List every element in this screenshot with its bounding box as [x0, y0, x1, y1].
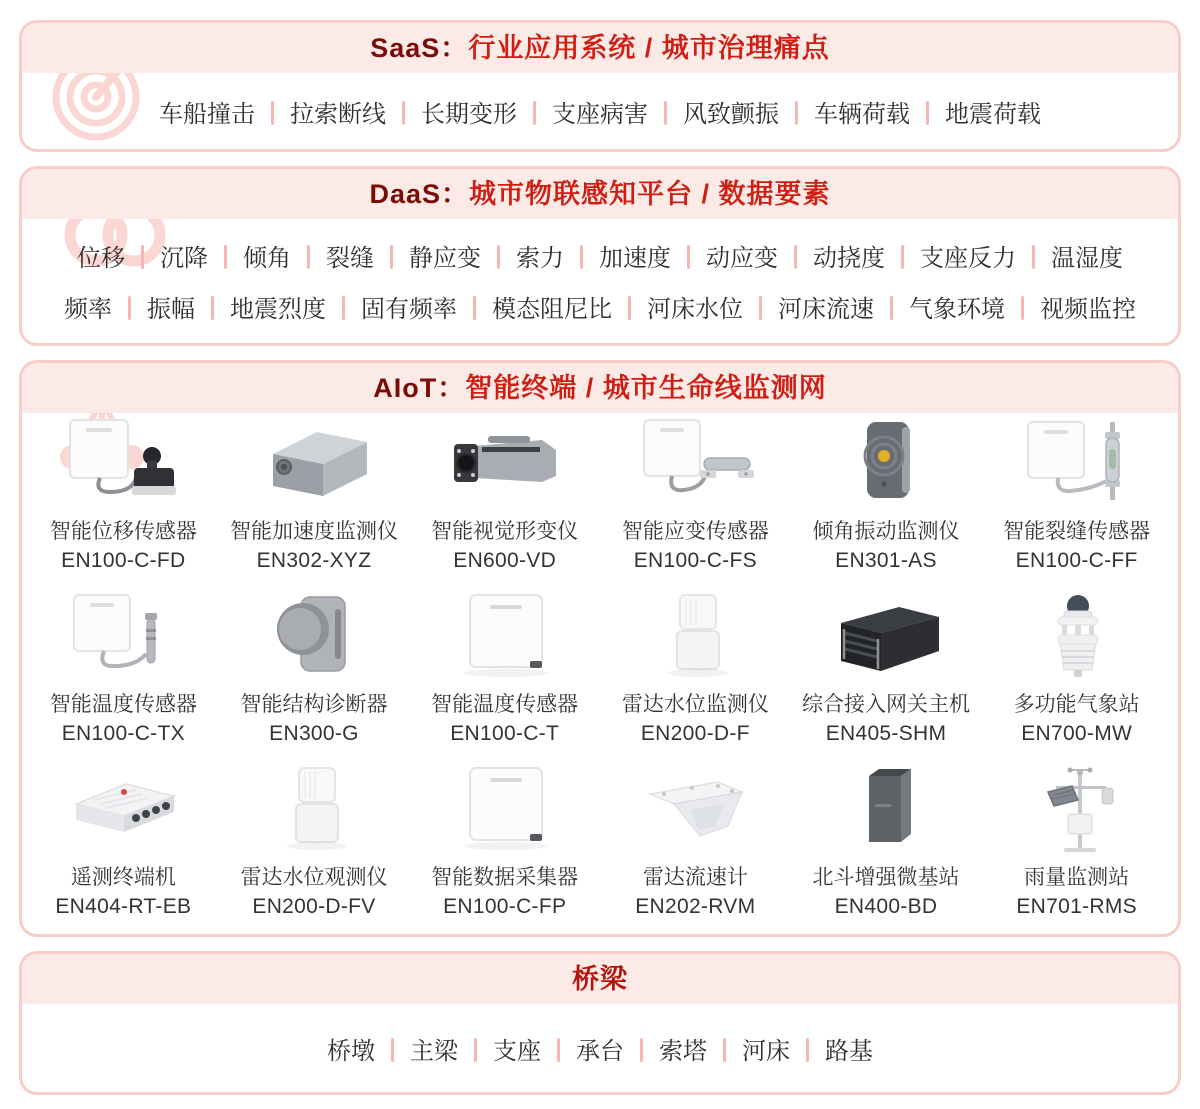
- saas-keyword: 车船撞击: [159, 100, 255, 128]
- daas-keyword: 地震烈度: [195, 289, 326, 324]
- daas-keyword: 模态阻尼比: [457, 289, 612, 324]
- aiot-product-grid: [22, 413, 1178, 934]
- saas-keyword: 拉索断线: [255, 94, 386, 129]
- saas-keyword: 长期变形: [386, 94, 517, 129]
- bridge-keyword-row: [22, 1004, 1178, 1092]
- saas-keyword-row: [22, 73, 1178, 149]
- strain-sensor-photo: [620, 415, 770, 517]
- product-card: [409, 761, 600, 934]
- product-name: 智能加速度监测仪: [229, 520, 398, 543]
- product-model: EN405-SHM: [825, 722, 947, 745]
- saas-title-prefix: SaaS：: [370, 33, 469, 63]
- daas-keyword-row-2: [22, 289, 1178, 324]
- structure-diagnoser-photo: [239, 588, 389, 690]
- product-card: [409, 588, 600, 761]
- aiot-title-prefix: AIoT：: [373, 373, 466, 403]
- daas-title-prefix: DaaS：: [369, 179, 470, 209]
- product-name: 多功能气象站: [1013, 693, 1140, 716]
- bridge-section: [19, 951, 1181, 1095]
- vision-camera-photo: [430, 415, 580, 517]
- daas-keyword: 静应变: [374, 238, 481, 273]
- daas-keyword: 动应变: [671, 238, 778, 273]
- daas-keyword: 加速度: [564, 238, 671, 273]
- aiot-title-rest: 智能终端 / 城市生命线监测网: [465, 373, 827, 403]
- daas-keyword: 裂缝: [291, 238, 374, 273]
- product-model: EN200-D-F: [640, 722, 750, 745]
- product-name: 智能裂缝传感器: [1003, 520, 1151, 543]
- product-card: [28, 415, 219, 588]
- saas-section: [19, 20, 1181, 152]
- saas-header-band: [22, 23, 1178, 73]
- daas-keyword: 振幅: [112, 289, 195, 324]
- bridge-keyword: 桥墩: [327, 1037, 375, 1065]
- bridge-keyword: 支座: [458, 1031, 541, 1066]
- bridge-keyword: 索塔: [624, 1031, 707, 1066]
- daas-keyword: 动挠度: [778, 238, 885, 273]
- daas-keyword: 沉降: [125, 238, 208, 273]
- crack-sensor-photo: [1002, 415, 1152, 517]
- bridge-title-text: 桥梁: [572, 964, 628, 994]
- daas-keyword: 倾角: [208, 238, 291, 273]
- telemetry-terminal-photo: [48, 761, 198, 863]
- product-card: [219, 415, 410, 588]
- bridge-header-band: [22, 954, 1178, 1004]
- daas-keyword: 频率: [64, 296, 112, 323]
- product-name: 智能数据采集器: [431, 866, 579, 889]
- product-card: [219, 588, 410, 761]
- daas-keyword: 河床流速: [743, 289, 874, 324]
- weather-station-head-photo: [1002, 588, 1152, 690]
- aiot-header-band: [22, 363, 1178, 413]
- product-name: 综合接入网关主机: [801, 693, 970, 716]
- product-name: 北斗增强微基站: [812, 866, 960, 889]
- temperature-panel-sensor-photo: [430, 588, 580, 690]
- product-model: EN600-VD: [453, 549, 557, 572]
- aiot-title: [373, 363, 827, 413]
- product-name: 雷达水位监测仪: [621, 693, 769, 716]
- bridge-keyword: 路基: [790, 1031, 873, 1066]
- product-name: 雷达流速计: [642, 866, 748, 889]
- product-model: EN300-G: [269, 722, 359, 745]
- product-model: EN302-XYZ: [256, 549, 372, 572]
- product-name: 雨量监测站: [1024, 866, 1130, 889]
- bridge-keyword: 主梁: [375, 1031, 458, 1066]
- product-model: EN701-RMS: [1016, 895, 1137, 918]
- product-card: [791, 415, 982, 588]
- product-card: [28, 761, 219, 934]
- saas-keyword: 支座病害: [517, 94, 648, 129]
- product-card: [600, 761, 791, 934]
- daas-keyword: 位移: [77, 245, 125, 272]
- product-model: EN404-RT-EB: [55, 895, 192, 918]
- daas-title: [369, 169, 830, 219]
- product-name: 智能应变传感器: [621, 520, 769, 543]
- aiot-section: [19, 360, 1181, 937]
- gateway-host-photo: [811, 588, 961, 690]
- tilt-vibration-monitor-photo: [811, 415, 961, 517]
- product-model: EN200-D-FV: [252, 895, 376, 918]
- daas-title-rest: 城市物联感知平台 / 数据要素: [469, 179, 831, 209]
- saas-keyword: 地震荷载: [910, 94, 1041, 129]
- daas-keyword: 气象环境: [874, 289, 1005, 324]
- temperature-probe-sensor-photo: [48, 588, 198, 690]
- product-name: 倾角振动监测仪: [812, 520, 960, 543]
- product-model: EN301-AS: [835, 549, 937, 572]
- data-collector-photo: [430, 761, 580, 863]
- saas-title-rest: 行业应用系统 / 城市治理痛点: [468, 33, 830, 63]
- product-card: [981, 761, 1172, 934]
- product-model: EN100-C-FD: [61, 549, 186, 572]
- beidou-base-station-photo: [811, 761, 961, 863]
- radar-water-level-photo: [620, 588, 770, 690]
- product-name: 智能视觉形变仪: [431, 520, 579, 543]
- daas-keyword: 河床水位: [612, 289, 743, 324]
- product-name: 遥测终端机: [70, 866, 176, 889]
- rain-monitoring-station-photo: [1002, 761, 1152, 863]
- saas-keyword: 车辆荷载: [779, 94, 910, 129]
- product-card: [600, 415, 791, 588]
- daas-header-band: [22, 169, 1178, 219]
- product-name: 智能温度传感器: [49, 693, 197, 716]
- product-model: EN100-C-T: [450, 722, 560, 745]
- bridge-keyword: 承台: [541, 1031, 624, 1066]
- saas-keyword: 风致颤振: [648, 94, 779, 129]
- daas-keyword: 视频监控: [1005, 289, 1136, 324]
- daas-keyword: 固有频率: [326, 289, 457, 324]
- product-card: [409, 415, 600, 588]
- daas-keyword: 温湿度: [1016, 238, 1123, 273]
- radar-water-observer-photo: [239, 761, 389, 863]
- product-card: [791, 588, 982, 761]
- daas-keyword-rows: [22, 219, 1178, 343]
- saas-title: [370, 23, 830, 73]
- product-model: EN100-C-FP: [443, 895, 567, 918]
- product-card: [219, 761, 410, 934]
- product-model: EN100-C-FS: [633, 549, 757, 572]
- product-model: EN700-MW: [1021, 722, 1133, 745]
- daas-keyword-row-1: [22, 238, 1178, 273]
- product-card: [791, 761, 982, 934]
- product-model: EN100-C-TX: [61, 722, 185, 745]
- acceleration-monitor-photo: [239, 415, 389, 517]
- product-name: 雷达水位观测仪: [240, 866, 388, 889]
- daas-keyword: 索力: [481, 238, 564, 273]
- product-name: 智能位移传感器: [49, 520, 197, 543]
- daas-keyword: 支座反力: [885, 238, 1016, 273]
- product-name: 智能温度传感器: [431, 693, 579, 716]
- product-name: 智能结构诊断器: [240, 693, 388, 716]
- bridge-keyword: 河床: [707, 1031, 790, 1066]
- product-card: [28, 588, 219, 761]
- product-model: EN202-RVM: [635, 895, 756, 918]
- product-card: [600, 588, 791, 761]
- displacement-sensor-photo: [48, 415, 198, 517]
- product-model: EN100-C-FF: [1015, 549, 1138, 572]
- product-model: EN400-BD: [834, 895, 938, 918]
- radar-flow-meter-photo: [620, 761, 770, 863]
- daas-section: [19, 166, 1181, 346]
- product-card: [981, 415, 1172, 588]
- bridge-title: [572, 954, 628, 1004]
- product-card: [981, 588, 1172, 761]
